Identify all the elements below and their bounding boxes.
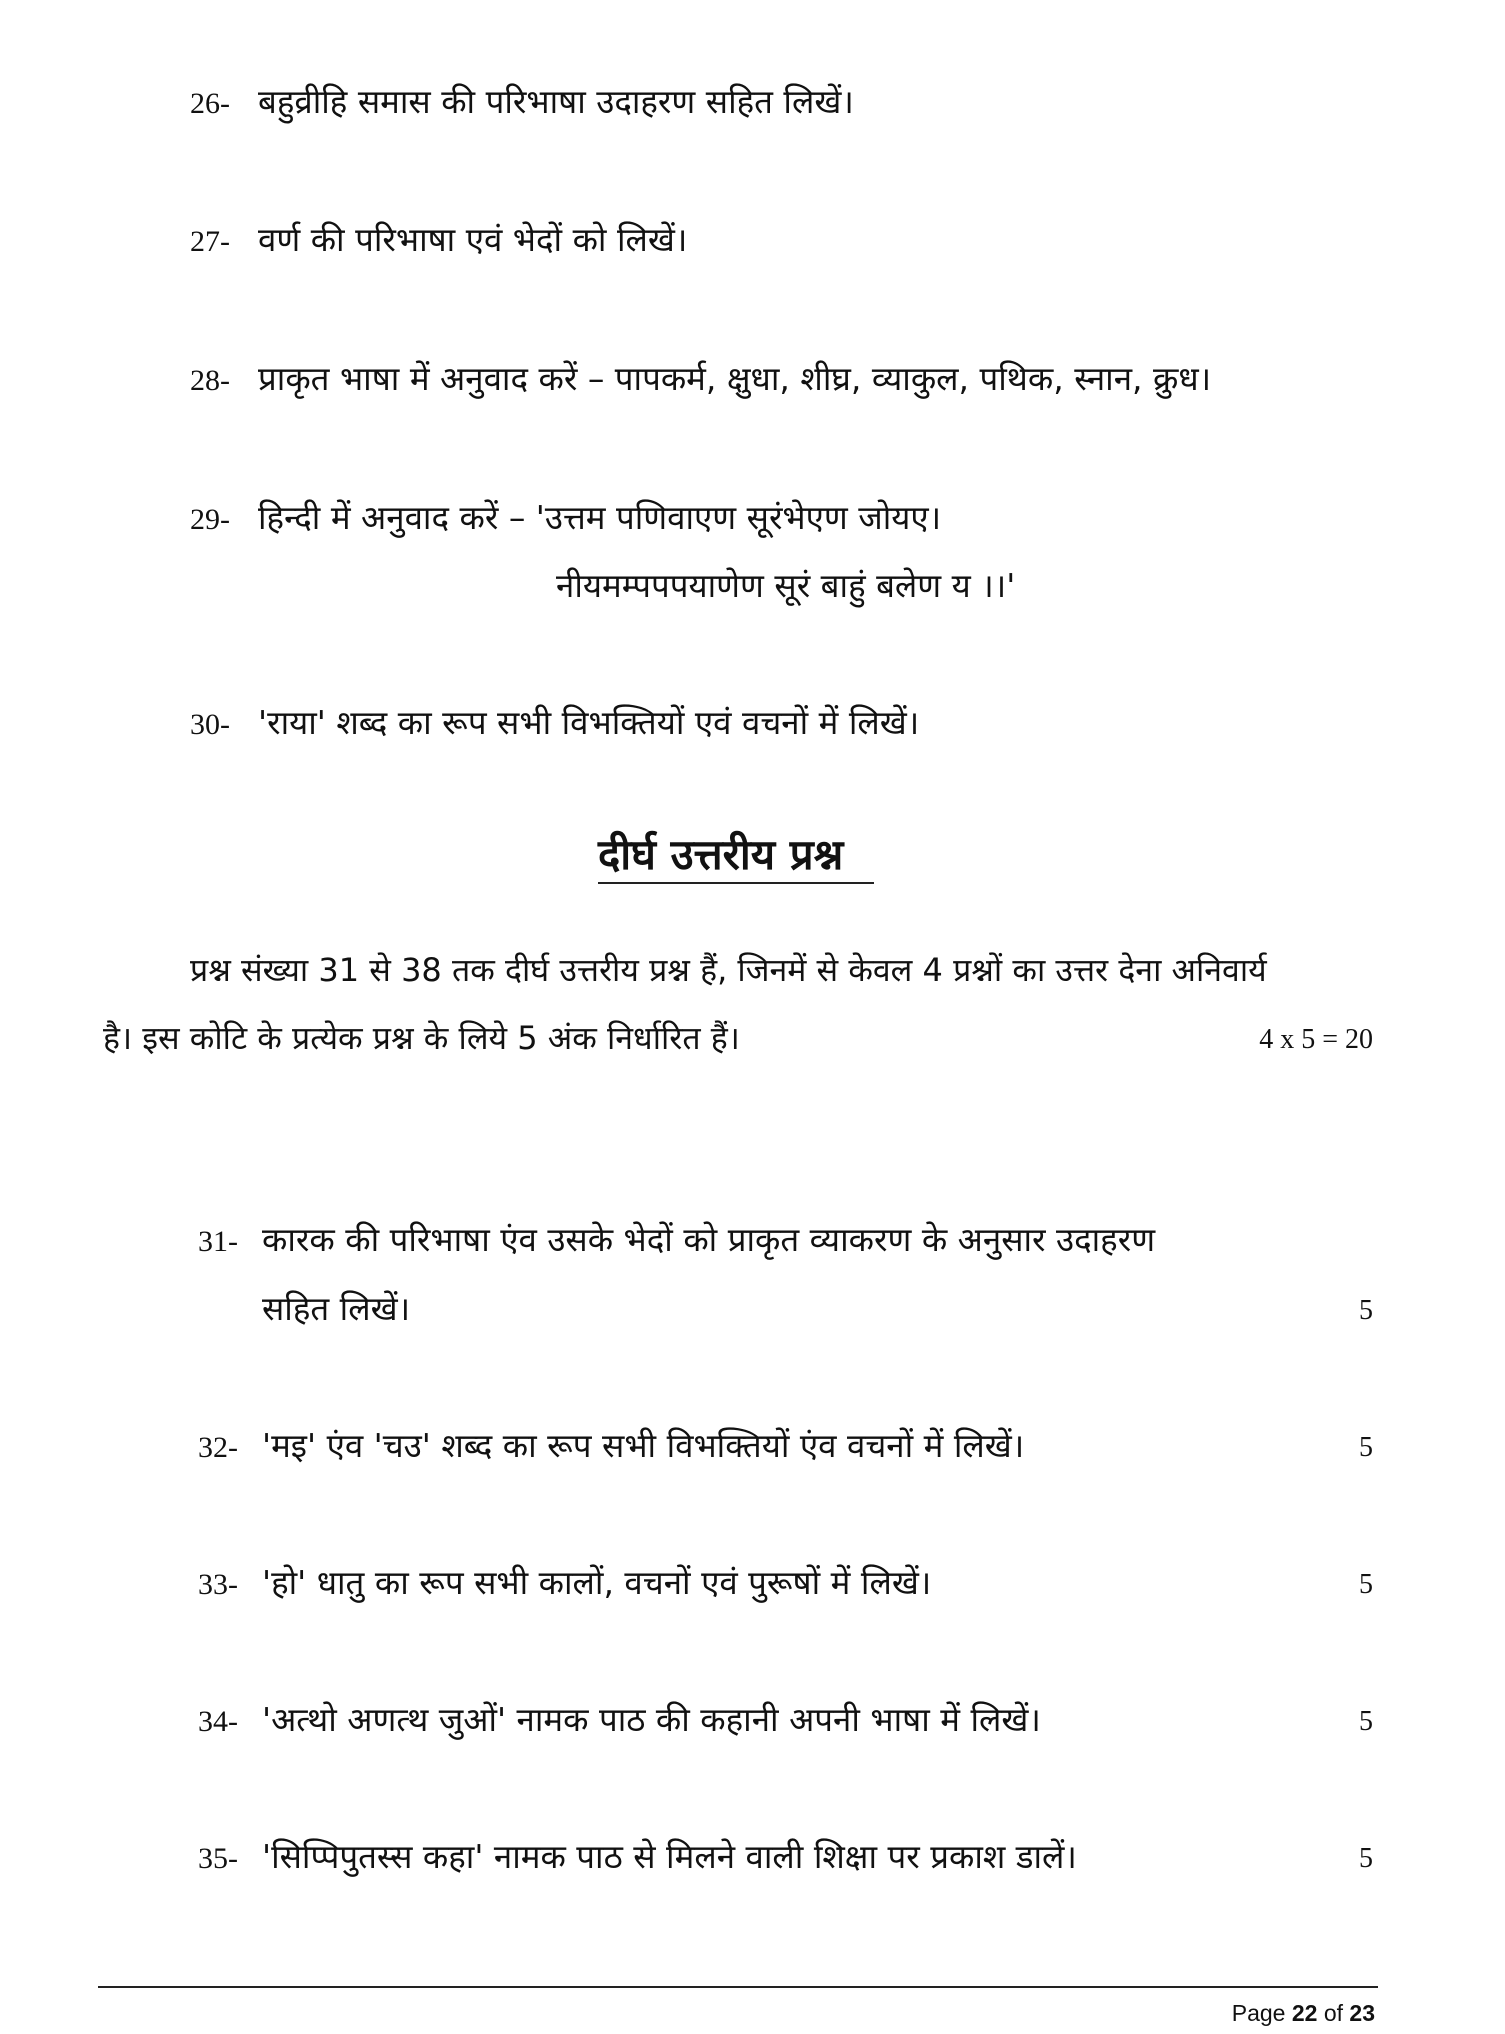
heading-underline	[598, 882, 874, 884]
section-heading: दीर्घ उत्तरीय प्रश्न	[598, 830, 844, 879]
question-text: वर्ण की परिभाषा एवं भेदों को लिखें।	[258, 220, 688, 259]
question-number: 27-	[190, 225, 230, 258]
total-pages: 23	[1349, 2000, 1375, 2026]
question-number: 31-	[198, 1225, 238, 1258]
question-text: बहुव्रीहि समास की परिभाषा उदाहरण सहित लिखें।	[258, 82, 854, 121]
marks-formula: 4 x 5 = 20	[1259, 1024, 1373, 1055]
question-marks: 5	[1359, 1843, 1373, 1874]
question-number: 32-	[198, 1431, 238, 1464]
question-text: 'अत्थो अणत्थ जुओं' नामक पाठ की कहानी अपनी भाषा में लिखें।	[262, 1700, 1041, 1739]
question-number: 33-	[198, 1568, 238, 1601]
question-number: 28-	[190, 364, 230, 397]
of-word: of	[1323, 2000, 1344, 2026]
question-number: 29-	[190, 503, 230, 536]
question-marks: 5	[1359, 1569, 1373, 1600]
question-text: 'सिप्पिपुतस्स कहा' नामक पाठ से मिलने वाली शिक्षा पर प्रकाश डालें।	[262, 1837, 1077, 1876]
question-text: हिन्दी में अनुवाद करें – 'उत्तम पणिवाएण सूरंभेएण जोयए।	[258, 498, 942, 537]
current-page: 22	[1291, 2000, 1318, 2026]
question-marks: 5	[1359, 1295, 1373, 1326]
footer-rule	[98, 1986, 1378, 1988]
page-footer	[1232, 1998, 1375, 2028]
question-number: 34-	[198, 1705, 238, 1738]
question-text: कारक की परिभाषा एंव उसके भेदों को प्राकृत व्याकरण के अनुसार उदाहरण	[262, 1220, 1156, 1259]
question-number: 30-	[190, 708, 230, 741]
question-text: 'मइ' एंव 'चउ' शब्द का रूप सभी विभक्तियों एंव वचनों में लिखें।	[262, 1426, 1025, 1465]
instruction-line-2: है। इस कोटि के प्रत्येक प्रश्न के लिये 5 अंक निर्धारित हैं।	[103, 1019, 740, 1057]
question-number: 35-	[198, 1842, 238, 1875]
question-text: 'हो' धातु का रूप सभी कालों, वचनों एवं पुरूषों में लिखें।	[262, 1563, 932, 1602]
question-text: 'राया' शब्द का रूप सभी विभक्तियों एवं वचनों में लिखें।	[258, 703, 920, 742]
question-marks: 5	[1359, 1432, 1373, 1463]
question-number: 26-	[190, 87, 230, 120]
instruction-line-1: प्रश्न संख्या 31 से 38 तक दीर्घ उत्तरीय प्रश्न हैं, जिनमें से केवल 4 प्रश्नों का उत्तर देना अनिवार्य	[190, 951, 1267, 989]
question-text: प्राकृत भाषा में अनुवाद करें – पापकर्म, क्षुधा, शीघ्र, व्याकुल, पथिक, स्नान, क्रुध।	[258, 359, 1212, 398]
question-text-line2: नीयमम्पपपयाणेण सूरं बाहुं बलेण य ।।'	[556, 566, 1016, 605]
page-word: Page	[1231, 2000, 1286, 2026]
question-text-line2: सहित लिखें।	[262, 1289, 411, 1328]
question-marks: 5	[1359, 1706, 1373, 1737]
